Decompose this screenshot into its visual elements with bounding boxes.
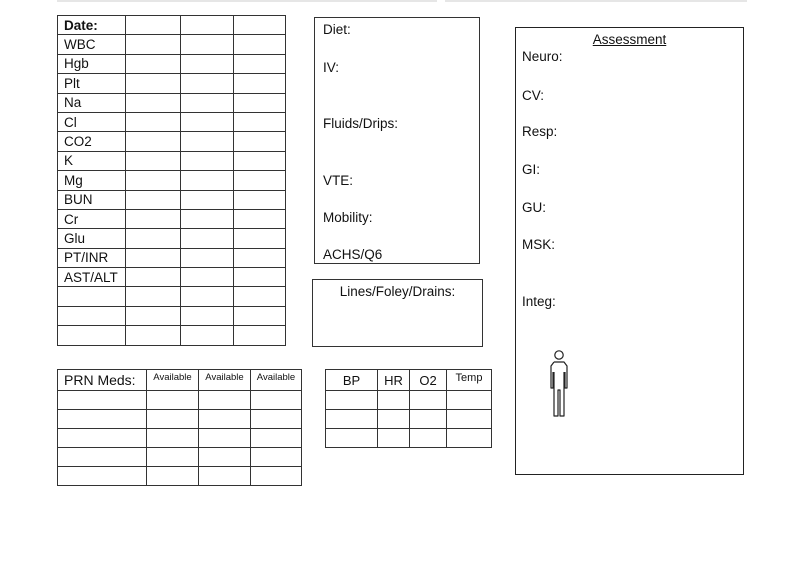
vitals-row	[326, 391, 492, 410]
lab-value-cell[interactable]	[234, 248, 286, 267]
prn-row	[58, 448, 302, 467]
orders-box	[314, 17, 480, 264]
lab-row	[58, 132, 286, 151]
lab-value-cell[interactable]	[126, 209, 181, 228]
lab-value-cell[interactable]	[181, 151, 234, 170]
prn-cell[interactable]	[58, 391, 147, 410]
temp-header: Temp	[447, 370, 492, 391]
prn-cell[interactable]	[147, 448, 199, 467]
lab-value-cell[interactable]	[234, 132, 286, 151]
lab-value-cell[interactable]	[234, 190, 286, 209]
vitals-header-row	[326, 370, 492, 391]
lab-name: Cl	[58, 112, 126, 131]
prn-cell[interactable]	[147, 391, 199, 410]
lab-row	[58, 268, 286, 287]
lab-value-cell[interactable]	[126, 268, 181, 287]
vitals-cell[interactable]	[378, 429, 410, 448]
lab-value-cell[interactable]	[234, 93, 286, 112]
prn-cell[interactable]	[199, 448, 251, 467]
lab-value-cell[interactable]	[181, 326, 234, 345]
date-label: Date:	[58, 16, 126, 35]
lab-name: Plt	[58, 74, 126, 93]
lab-value-cell[interactable]	[234, 112, 286, 131]
integ-label: Integ:	[522, 294, 556, 309]
prn-cell[interactable]	[58, 467, 147, 486]
prn-cell[interactable]	[251, 429, 302, 448]
prn-meds-table	[57, 369, 302, 486]
gu-label: GU:	[522, 200, 547, 215]
vitals-table	[325, 369, 492, 448]
lab-value-cell[interactable]	[181, 306, 234, 325]
lab-value-cell[interactable]	[126, 171, 181, 190]
lab-value-cell[interactable]	[181, 248, 234, 267]
bp-header: BP	[326, 370, 378, 391]
lab-name: CO2	[58, 132, 126, 151]
vitals-cell[interactable]	[447, 410, 492, 429]
prn-cell[interactable]	[199, 410, 251, 429]
date-cell[interactable]	[181, 16, 234, 35]
lab-value-cell[interactable]	[234, 306, 286, 325]
lab-row	[58, 74, 286, 93]
date-cell[interactable]	[234, 16, 286, 35]
prn-cell[interactable]	[147, 410, 199, 429]
vitals-cell[interactable]	[410, 391, 447, 410]
lab-name: K	[58, 151, 126, 170]
lab-value-cell[interactable]	[181, 190, 234, 209]
prn-cell[interactable]	[199, 429, 251, 448]
lab-value-cell[interactable]	[234, 54, 286, 73]
vte-label: VTE:	[323, 173, 354, 188]
lab-value-cell[interactable]	[126, 35, 181, 54]
lab-name: Mg	[58, 171, 126, 190]
lab-value-cell[interactable]	[234, 209, 286, 228]
vitals-cell[interactable]	[326, 429, 378, 448]
prn-cell[interactable]	[251, 391, 302, 410]
resp-label: Resp:	[522, 124, 558, 139]
lab-value-cell[interactable]	[181, 74, 234, 93]
prn-cell[interactable]	[58, 429, 147, 448]
vitals-cell[interactable]	[326, 410, 378, 429]
lab-value-cell[interactable]	[181, 93, 234, 112]
vitals-cell[interactable]	[326, 391, 378, 410]
assessment-title: Assessment	[592, 32, 667, 47]
lab-value-cell[interactable]	[181, 35, 234, 54]
prn-cell[interactable]	[251, 410, 302, 429]
lab-row	[58, 35, 286, 54]
cv-label: CV:	[522, 88, 545, 103]
lab-row	[58, 171, 286, 190]
lab-row	[58, 248, 286, 267]
lab-value-cell[interactable]	[181, 54, 234, 73]
prn-cell[interactable]	[58, 410, 147, 429]
lab-row	[58, 326, 286, 345]
available-header: Available	[147, 370, 199, 391]
assessment-box	[515, 27, 744, 475]
gi-label: GI:	[522, 162, 541, 177]
lab-value-cell[interactable]	[126, 132, 181, 151]
vitals-row	[326, 429, 492, 448]
lab-name: AST/ALT	[58, 268, 126, 287]
lab-row	[58, 287, 286, 306]
prn-cell[interactable]	[147, 429, 199, 448]
lab-name: BUN	[58, 190, 126, 209]
vitals-cell[interactable]	[410, 410, 447, 429]
lab-value-cell[interactable]	[126, 229, 181, 248]
prn-cell[interactable]	[199, 467, 251, 486]
available-header: Available	[251, 370, 302, 391]
body-outline-icon	[548, 350, 570, 418]
lab-value-cell[interactable]	[126, 93, 181, 112]
achs-label: ACHS/Q6	[323, 247, 383, 262]
lab-name: Glu	[58, 229, 126, 248]
lab-value-cell[interactable]	[234, 171, 286, 190]
lab-value-cell[interactable]	[126, 287, 181, 306]
lab-value-cell[interactable]	[181, 132, 234, 151]
lab-value-cell[interactable]	[126, 54, 181, 73]
lab-name-blank[interactable]	[58, 287, 126, 306]
lab-value-cell[interactable]	[126, 248, 181, 267]
top-divider-left	[57, 0, 437, 2]
lab-value-cell[interactable]	[181, 209, 234, 228]
lab-value-cell[interactable]	[234, 151, 286, 170]
prn-row	[58, 391, 302, 410]
lab-value-cell[interactable]	[234, 74, 286, 93]
lab-name: Cr	[58, 209, 126, 228]
lab-value-cell[interactable]	[181, 112, 234, 131]
lab-value-cell[interactable]	[181, 268, 234, 287]
lab-row	[58, 229, 286, 248]
prn-label: PRN Meds:	[58, 370, 147, 391]
prn-cell[interactable]	[58, 448, 147, 467]
lab-name: Hgb	[58, 54, 126, 73]
lab-value-cell[interactable]	[234, 326, 286, 345]
lab-row	[58, 209, 286, 228]
prn-row	[58, 410, 302, 429]
vitals-cell[interactable]	[410, 429, 447, 448]
lab-value-cell[interactable]	[181, 171, 234, 190]
mobility-label: Mobility:	[323, 210, 373, 225]
o2-header: O2	[410, 370, 447, 391]
lab-name-blank[interactable]	[58, 326, 126, 345]
lab-value-cell[interactable]	[126, 74, 181, 93]
prn-header-row	[58, 370, 302, 391]
lab-value-cell[interactable]	[181, 229, 234, 248]
lab-value-cell[interactable]	[234, 229, 286, 248]
diet-label: Diet:	[323, 22, 351, 37]
lines-foley-drains-box	[312, 279, 483, 347]
prn-row	[58, 429, 302, 448]
lab-row	[58, 190, 286, 209]
lab-name: Na	[58, 93, 126, 112]
hr-header: HR	[378, 370, 410, 391]
prn-cell[interactable]	[199, 391, 251, 410]
available-header: Available	[199, 370, 251, 391]
neuro-label: Neuro:	[522, 49, 563, 64]
lab-name: PT/INR	[58, 248, 126, 267]
lab-name: WBC	[58, 35, 126, 54]
lab-value-cell[interactable]	[234, 35, 286, 54]
date-cell[interactable]	[126, 16, 181, 35]
lab-value-cell[interactable]	[234, 268, 286, 287]
lab-row	[58, 54, 286, 73]
lab-value-cell[interactable]	[234, 287, 286, 306]
msk-label: MSK:	[522, 237, 556, 252]
lab-row	[58, 306, 286, 325]
lab-value-cell[interactable]	[181, 287, 234, 306]
labs-table	[57, 15, 286, 346]
lab-value-cell[interactable]	[126, 326, 181, 345]
lab-value-cell[interactable]	[126, 190, 181, 209]
prn-cell[interactable]	[251, 448, 302, 467]
prn-cell[interactable]	[147, 467, 199, 486]
lab-row	[58, 93, 286, 112]
vitals-cell[interactable]	[447, 391, 492, 410]
iv-label: IV:	[323, 60, 340, 75]
lab-row	[58, 112, 286, 131]
lab-value-cell[interactable]	[126, 306, 181, 325]
vitals-row	[326, 410, 492, 429]
lab-value-cell[interactable]	[126, 151, 181, 170]
vitals-cell[interactable]	[378, 391, 410, 410]
prn-row	[58, 467, 302, 486]
top-divider-right	[445, 0, 747, 2]
labs-header-row	[58, 16, 286, 35]
fluids-label: Fluids/Drips:	[323, 116, 399, 131]
vitals-cell[interactable]	[447, 429, 492, 448]
lab-name-blank[interactable]	[58, 306, 126, 325]
vitals-cell[interactable]	[378, 410, 410, 429]
lines-label: Lines/Foley/Drains:	[339, 284, 456, 299]
prn-cell[interactable]	[251, 467, 302, 486]
lab-row	[58, 151, 286, 170]
lab-value-cell[interactable]	[126, 112, 181, 131]
